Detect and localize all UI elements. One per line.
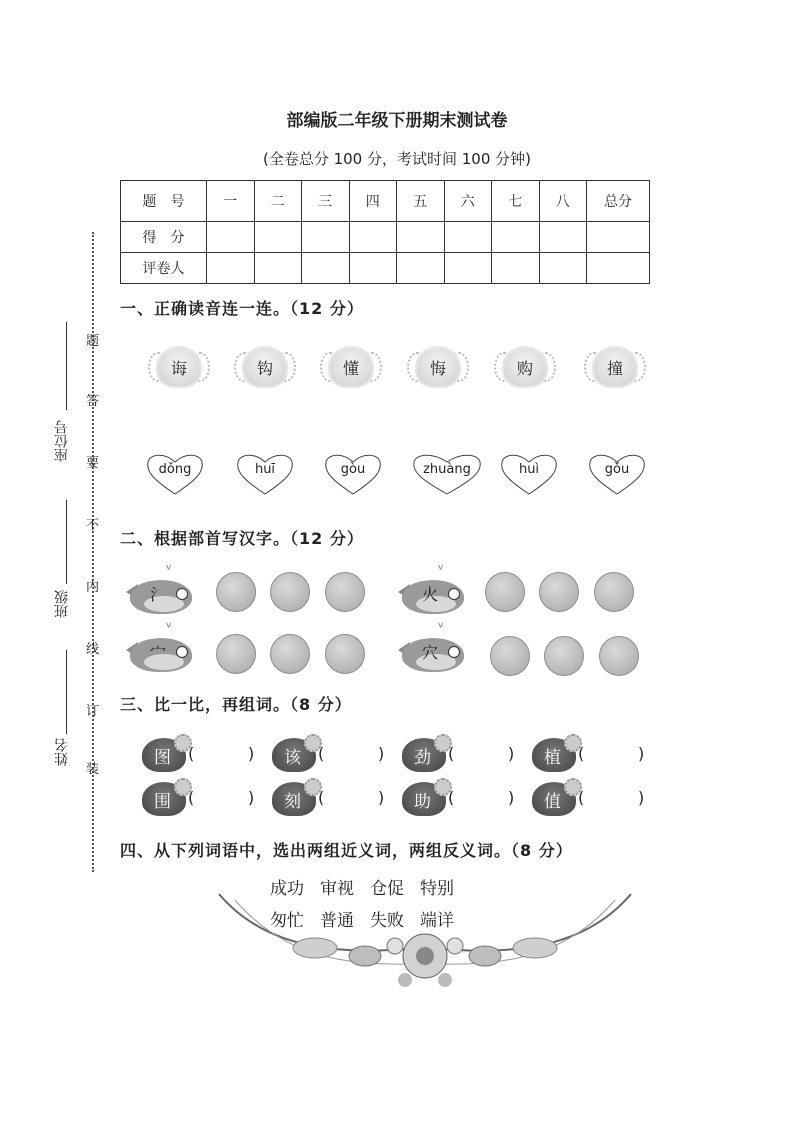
binding-word: 不 [86, 518, 100, 533]
paren: ( [188, 744, 195, 763]
paren: ) [638, 788, 645, 807]
grader-cell[interactable] [302, 253, 350, 284]
pinyin: zhuàng [423, 462, 471, 477]
paren: ( [318, 788, 325, 807]
binding-word: 订 [86, 704, 100, 719]
character-heart[interactable] [494, 346, 556, 388]
paren: ) [378, 744, 385, 763]
col-header: 五 [397, 181, 445, 222]
class-line[interactable] [66, 500, 67, 584]
row-label: 得 分 [121, 222, 207, 253]
pinyin: dǒng [158, 462, 192, 477]
compare-item[interactable] [532, 738, 662, 774]
page-subtitle: (全卷总分 100 分，考试时间 100 分钟) [262, 150, 532, 168]
compare-item[interactable] [532, 782, 662, 818]
score-cell[interactable] [397, 222, 445, 253]
grader-cell[interactable] [207, 253, 255, 284]
pinyin-heart[interactable] [410, 452, 484, 496]
grader-cell[interactable] [254, 253, 302, 284]
score-table [120, 180, 650, 284]
character-heart[interactable] [584, 346, 646, 388]
grader-cell[interactable] [444, 253, 492, 284]
answer-circle[interactable] [270, 634, 310, 674]
pinyin-heart[interactable] [586, 452, 648, 496]
col-header: 七 [492, 181, 540, 222]
score-cell[interactable] [302, 222, 350, 253]
answer-circle[interactable] [216, 634, 256, 674]
score-cell[interactable] [492, 222, 540, 253]
compare-char: 图 [154, 748, 171, 768]
section1-title: 一、正确读音连一连。（12 分） [120, 299, 364, 318]
grader-cell[interactable] [587, 253, 650, 284]
character: 购 [516, 359, 533, 378]
binding-word: 要 [86, 456, 100, 471]
grader-cell[interactable] [539, 253, 587, 284]
flower-garland-decoration [215, 890, 635, 990]
grader-cell[interactable] [492, 253, 540, 284]
binding-word: 题 [86, 334, 100, 349]
whale-radical-1: ᵛ 氵 [126, 562, 196, 620]
section2-title: 二、根据部首写汉字。（12 分） [120, 529, 364, 548]
pinyin: gǒu [604, 462, 630, 477]
answer-circle[interactable] [216, 572, 256, 612]
compare-item[interactable] [272, 782, 402, 818]
paren: ( [448, 744, 455, 763]
paren: ) [508, 788, 515, 807]
col-header: 题 号 [121, 181, 207, 222]
compare-char: 该 [284, 748, 301, 768]
section4-title: 四、从下列词语中，选出两组近义词，两组反义词。（8 分） [120, 841, 573, 860]
paren: ) [508, 744, 515, 763]
compare-char: 值 [544, 792, 561, 812]
paren: ( [318, 744, 325, 763]
paren: ( [578, 744, 585, 763]
answer-circle[interactable] [485, 572, 525, 612]
compare-item[interactable] [272, 738, 402, 774]
paren: ( [448, 788, 455, 807]
word: 审视 [320, 879, 354, 899]
word: 匆忙 [270, 911, 304, 931]
col-header: 总分 [587, 181, 650, 222]
whale-radical-2: ᵛ 火 [398, 562, 468, 620]
compare-item[interactable] [142, 782, 272, 818]
compare-char: 植 [544, 748, 561, 768]
word: 仓促 [370, 879, 404, 899]
col-header: 三 [302, 181, 350, 222]
row-label: 评卷人 [121, 253, 207, 284]
binding-word: 线 [86, 642, 100, 657]
radical: 氵 [150, 585, 167, 604]
name-line[interactable] [66, 650, 67, 734]
grader-cell[interactable] [349, 253, 397, 284]
pinyin-heart[interactable] [498, 452, 560, 496]
character-heart[interactable] [320, 346, 382, 388]
grader-cell[interactable] [397, 253, 445, 284]
answer-circle[interactable] [325, 572, 365, 612]
paren: ) [378, 788, 385, 807]
word: 端详 [420, 911, 454, 931]
score-cell[interactable] [444, 222, 492, 253]
radical: 火 [422, 585, 439, 604]
compare-item[interactable] [402, 738, 532, 774]
character: 撞 [606, 359, 623, 378]
radical: 宀 [150, 643, 167, 662]
binding-word: 装 [86, 762, 100, 777]
character: 懂 [342, 359, 359, 378]
answer-circle[interactable] [325, 634, 365, 674]
pinyin-heart[interactable] [322, 452, 384, 496]
compare-char: 刻 [284, 792, 301, 812]
answer-circle[interactable] [544, 636, 584, 676]
pinyin-heart[interactable] [144, 452, 206, 496]
score-cell[interactable] [254, 222, 302, 253]
character: 悔 [429, 359, 446, 378]
answer-circle[interactable] [539, 572, 579, 612]
compare-char: 围 [154, 792, 171, 812]
col-header: 二 [254, 181, 302, 222]
word: 特别 [420, 879, 454, 899]
compare-char: 助 [414, 792, 431, 812]
radical: 穴 [422, 643, 439, 662]
whale-radical-4: ᵛ 穴 [398, 620, 468, 678]
pinyin: huī [254, 462, 276, 477]
compare-item[interactable] [142, 738, 272, 774]
answer-circle[interactable] [270, 572, 310, 612]
score-row [121, 222, 650, 253]
pinyin: gòu [340, 462, 366, 477]
score-cell[interactable] [207, 222, 255, 253]
binding-word: 内 [86, 580, 100, 595]
word: 成功 [270, 879, 304, 899]
col-header: 六 [444, 181, 492, 222]
score-table-header-row [121, 181, 650, 222]
paren: ) [248, 744, 255, 763]
word: 失败 [370, 911, 404, 931]
answer-circle[interactable] [599, 636, 639, 676]
col-header: 四 [349, 181, 397, 222]
seat-number-line[interactable] [66, 322, 67, 410]
score-cell[interactable] [587, 222, 650, 253]
paren: ( [578, 788, 585, 807]
paren: ) [638, 744, 645, 763]
pinyin: huì [518, 462, 540, 477]
paren: ) [248, 788, 255, 807]
compare-char: 劲 [414, 748, 431, 768]
col-header: 一 [207, 181, 255, 222]
character-heart[interactable] [148, 346, 210, 388]
character-heart[interactable] [234, 346, 296, 388]
word: 普通 [320, 911, 354, 931]
section3-title: 三、比一比，再组词。（8 分） [120, 695, 352, 714]
answer-circle[interactable] [594, 572, 634, 612]
whale-radical-3: ᵛ 宀 [126, 620, 196, 678]
character: 钩 [256, 359, 273, 378]
grader-row [121, 253, 650, 284]
paren: ( [188, 788, 195, 807]
class-label: 班级 [54, 590, 70, 618]
binding-word: 答 [86, 394, 100, 409]
score-cell[interactable] [539, 222, 587, 253]
compare-item[interactable] [402, 782, 532, 818]
character: 诲 [170, 359, 187, 378]
score-cell[interactable] [349, 222, 397, 253]
page-title: 部编版二年级下册期末测试卷 [286, 111, 508, 131]
answer-circle[interactable] [490, 636, 530, 676]
seat-number-label: 座位号 [54, 420, 70, 462]
col-header: 八 [539, 181, 587, 222]
name-label: 姓名 [54, 738, 70, 766]
pinyin-heart[interactable] [234, 452, 296, 496]
character-heart[interactable] [407, 346, 469, 388]
